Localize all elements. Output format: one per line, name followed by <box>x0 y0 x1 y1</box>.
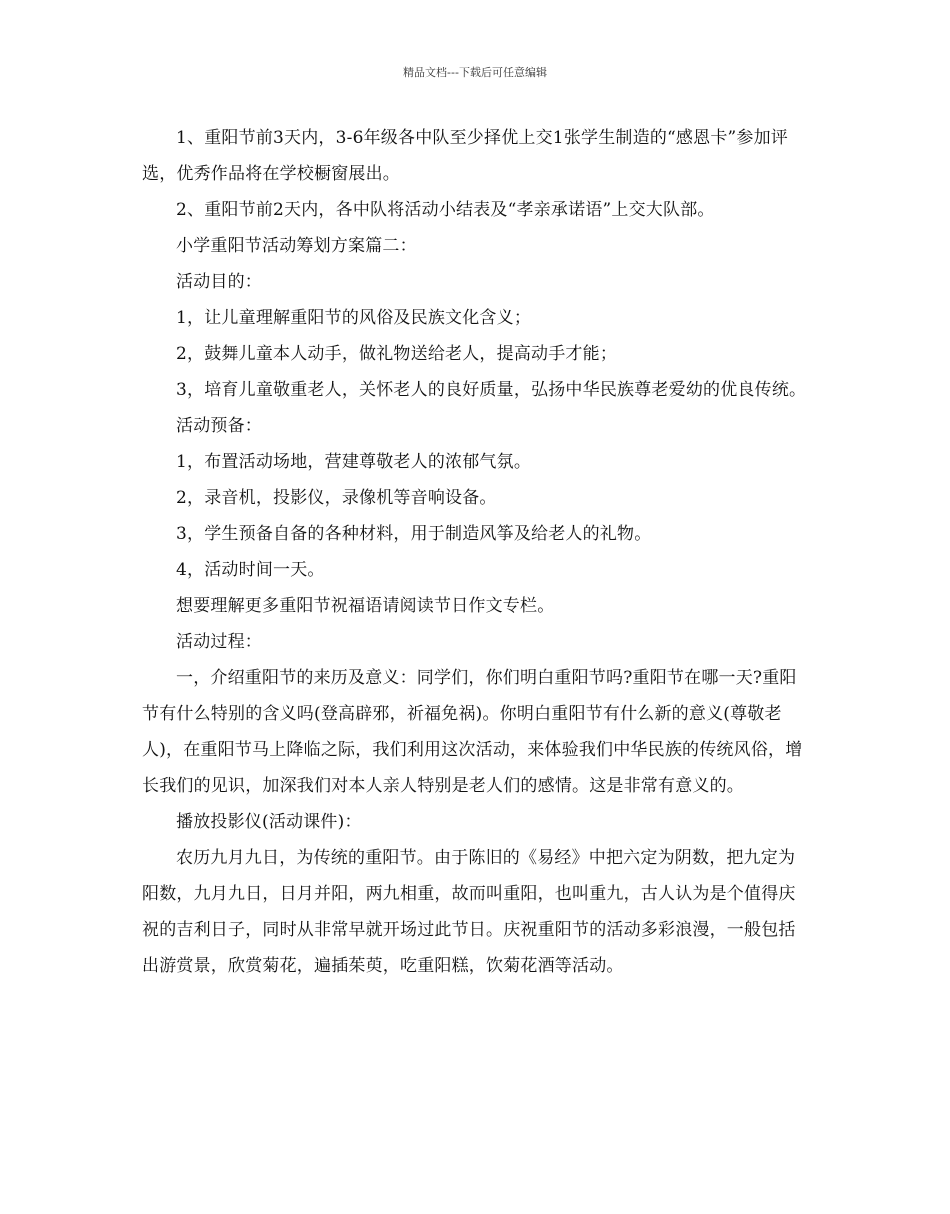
purpose-item-1: 1，让儿童理解重阳节的风俗及民族文化含义； <box>176 308 532 328</box>
purpose-item-2: 2，鼓舞儿童本人动手，做礼物送给老人，提高动手才能； <box>176 344 618 364</box>
process-intro: 一，介绍重阳节的来历及意义：同学们，你们明白重阳节吗?重阳节在哪一天?重阳节有什么特别的含义吗(登高辟邪，祈福免祸)。你明白重阳节有什么新的意义(尊敬老人)，在重阳节马上降临之际，我们利用这次活动，来体验我们中华民族的传统风俗，增长我们的见识，加深我们对本人亲人特别是老人们的感情。这是非常有意义的。 <box>142 668 803 796</box>
section-title: 小学重阳节活动筹划方案篇二： <box>176 236 417 256</box>
process-description: 农历九月九日，为传统的重阳节。由于陈旧的《易经》中把六定为阴数，把九定为阳数，九月九日，日月并阳，两九相重，故而叫重阳，也叫重九，古人认为是个值得庆祝的吉利日子，同时从非常早就开场过此节日。庆祝重阳节的活动多彩浪漫，一般包括出游赏景，欣赏菊花，遍插茱萸，吃重阳糕，饮菊花酒等活动。 <box>142 848 796 976</box>
more-info-note: 想要理解更多重阳节祝福语请阅读节日作文专栏。 <box>176 596 555 616</box>
purpose-item-3: 3，培育儿童敬重老人，关怀老人的良好质量，弘扬中华民族尊老爱幼的优良传统。 <box>176 380 807 400</box>
process-projector: 播放投影仪(活动课件)： <box>176 812 362 832</box>
heading-preparation: 活动预备： <box>176 416 262 436</box>
document-body <box>142 120 812 984</box>
preparation-item-2: 2，录音机，投影仪，录像机等音响设备。 <box>176 488 497 508</box>
heading-process: 活动过程： <box>176 632 262 652</box>
preparation-item-3: 3，学生预备自备的各种材料，用于制造风筝及给老人的礼物。 <box>176 524 652 544</box>
paragraph-2: 2、重阳节前2天内，各中队将活动小结表及“孝亲承诺语”上交大队部。 <box>176 200 715 220</box>
page-header: 精品文档---下载后可任意编辑 <box>403 66 547 79</box>
preparation-item-1: 1，布置活动场地，营建尊敬老人的浓郁气氛。 <box>176 452 532 472</box>
preparation-item-4: 4，活动时间一天。 <box>176 560 325 580</box>
paragraph-1: 1、重阳节前3天内，3-6年级各中队至少择优上交1张学生制造的“感恩卡”参加评选，优秀作品将在学校橱窗展出。 <box>142 128 789 184</box>
heading-purpose: 活动目的： <box>176 272 262 292</box>
